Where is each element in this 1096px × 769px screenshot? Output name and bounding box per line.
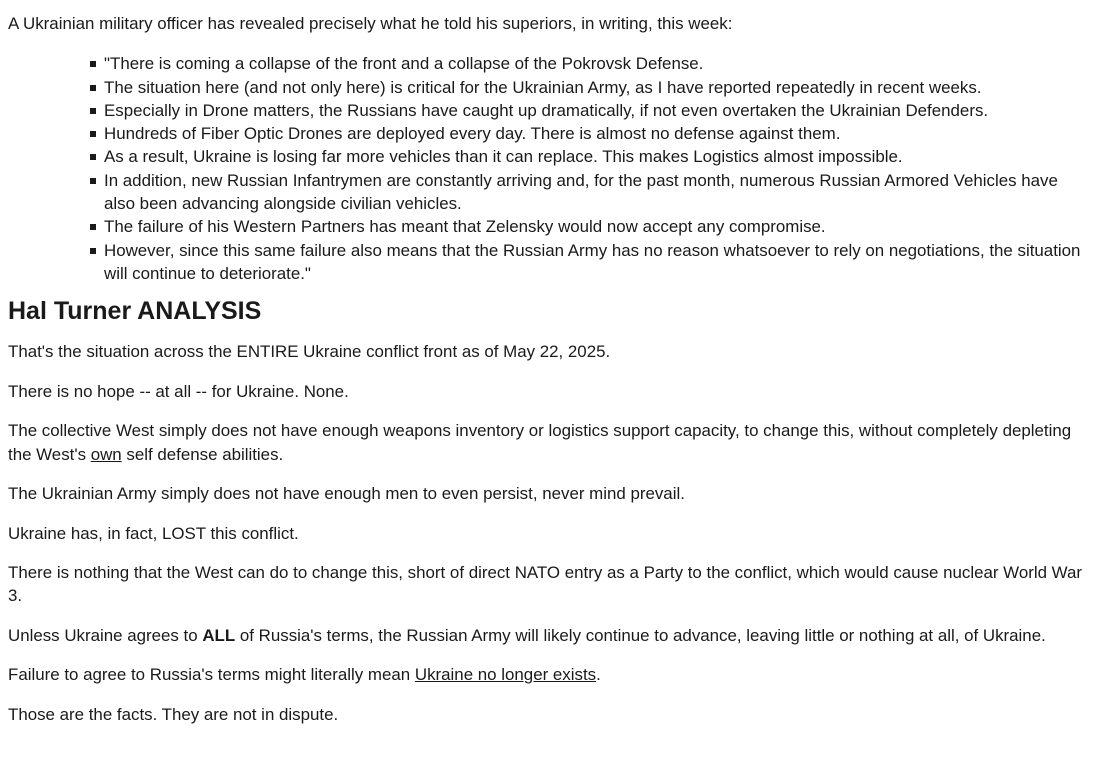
paragraph-situation: That's the situation across the ENTIRE Ukraine conflict front as of May 22, 2025. <box>8 342 611 362</box>
paragraph-text: Unless Ukraine agrees to <box>8 625 203 645</box>
paragraph-text: . <box>596 665 601 685</box>
paragraph-russia-terms <box>8 624 1088 647</box>
paragraph-ukrainian-army: The Ukrainian Army simply does not have enough men to even persist, never mind prevail. <box>8 484 685 504</box>
paragraph-nato-entry: There is nothing that the West can do to change this, short of direct NATO entry as a Party to the conflict, which would cause nuclear World War 3. <box>8 562 1083 606</box>
quote-item: In addition, new Russian Infantrymen are constantly arriving and, for the past month, numerous Russian Armored Vehicles have also been advancing alongside civilian vehicles. <box>104 169 1088 216</box>
officer-quote-list <box>8 52 1088 285</box>
link-ukraine-no-longer-exists[interactable]: Ukraine no longer exists <box>414 665 597 685</box>
paragraph-text: self defense abilities. <box>121 444 284 464</box>
paragraph-collective-west <box>8 419 1088 466</box>
quote-item: "There is coming a collapse of the front and a collapse of the Pokrovsk Defense. <box>104 52 1088 75</box>
underlined-own: own <box>90 444 122 464</box>
paragraph-text: Failure to agree to Russia's terms might literally mean <box>8 665 415 685</box>
quote-item: Hundreds of Fiber Optic Drones are deployed every day. There is almost no defense against them. <box>104 122 1088 145</box>
quote-item: As a result, Ukraine is losing far more vehicles than it can replace. This makes Logistics almost impossible. <box>104 145 1088 168</box>
paragraph-text: The collective West simply does not have enough weapons inventory or logistics support capacity, to change this, without completely depleting the West's <box>8 421 1072 464</box>
paragraph-text: of Russia's terms, the Russian Army will likely continue to advance, leaving little or nothing at all, of Ukraine. <box>235 625 1046 645</box>
intro-paragraph: A Ukrainian military officer has revealed precisely what he told his superiors, in writing, this week: <box>8 14 733 33</box>
paragraph-the-facts: Those are the facts. They are not in dispute. <box>8 704 339 724</box>
paragraph-lost-conflict: Ukraine has, in fact, LOST this conflict. <box>8 523 299 543</box>
analysis-heading: Hal Turner ANALYSIS <box>8 297 262 326</box>
quote-item: The failure of his Western Partners has meant that Zelensky would now accept any compromise. <box>104 215 1088 238</box>
quote-item: The situation here (and not only here) is critical for the Ukrainian Army, as I have reported repeatedly in recent weeks. <box>104 76 1088 99</box>
paragraph-no-hope: There is no hope -- at all -- for Ukraine. None. <box>8 381 349 401</box>
paragraph-failure-to-agree <box>8 663 1088 686</box>
quote-item: Especially in Drone matters, the Russians have caught up dramatically, if not even overtaken the Ukrainian Defenders. <box>104 99 1088 122</box>
quote-item: However, since this same failure also means that the Russian Army has no reason whatsoever to rely on negotiations, the situation will continue to deteriorate." <box>104 239 1088 286</box>
bold-all: ALL <box>202 625 236 645</box>
